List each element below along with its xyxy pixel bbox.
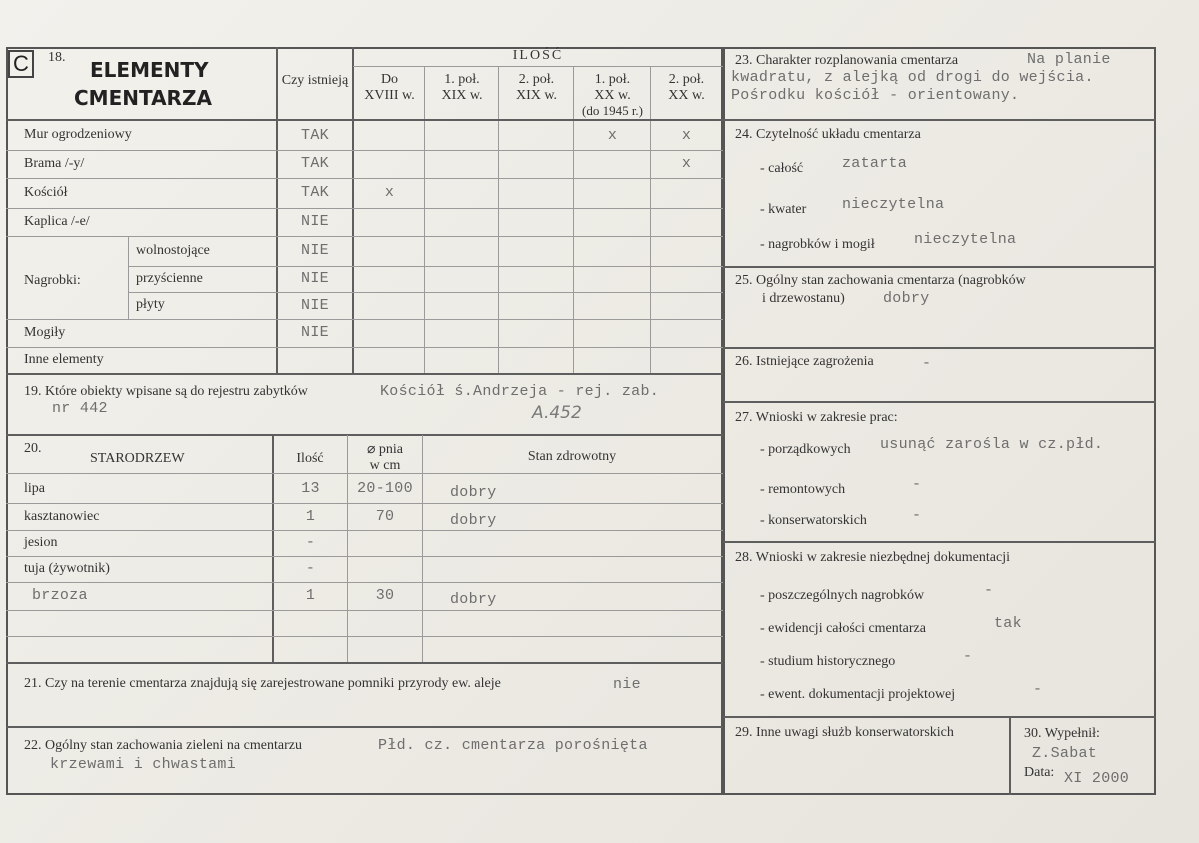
tree-health: dobry [450, 483, 497, 501]
element-row-label: Brama /-y/ [24, 155, 85, 171]
s25-label-1: 25. Ogólny stan zachowania cmentarza (nagrobków [735, 273, 1026, 288]
tree-diameter: 30 [375, 587, 395, 604]
s22-value-2: krzewami i chwastami [50, 756, 237, 773]
tree-qty: 13 [301, 479, 320, 497]
sub-item-label: - studium historycznego [760, 654, 896, 669]
period-header-line1: 1. poł. [444, 72, 480, 87]
period-header-line1: Do [380, 72, 399, 87]
period-header-line1: 2. poł. [668, 72, 705, 87]
element-row-label: wolnostojące [136, 242, 210, 258]
element-exists-value: TAK [301, 155, 329, 172]
s19-label: 19. Które obiekty wpisane są do rejestru zabytków [24, 384, 308, 399]
tree-health: dobry [450, 591, 497, 608]
s23-value-2: kwadratu, z alejką od drogi do wejścia. [731, 69, 1094, 86]
element-exists-value: NIE [301, 270, 329, 287]
s25-label-2: i drzewostanu) [762, 291, 845, 306]
element-qty-mark: x [681, 126, 692, 144]
tree-name: jesion [24, 535, 58, 550]
period-header-line2: XX w. [668, 88, 705, 103]
sub-item-value: zatarta [842, 155, 908, 172]
sub-item-label: - ewent. dokumentacji projektowej [760, 687, 956, 702]
tree-name: lipa [24, 480, 45, 496]
sub-item-label: - ewidencji całości cmentarza [760, 621, 926, 636]
element-exists-value: NIE [301, 296, 329, 314]
element-qty-mark: x [384, 184, 395, 201]
sub-item-value: tak [994, 615, 1022, 632]
s30-label: 30. Wypełnił: [1024, 726, 1100, 741]
tree-qty: - [305, 560, 316, 577]
s20-col-health: Stan zdrowotny [527, 449, 617, 464]
sub-item-value: nieczytelna [842, 196, 945, 213]
s26-value: - [922, 355, 932, 372]
period-header-line1: 1. poł. [594, 72, 631, 87]
tree-name: brzoza [32, 587, 88, 604]
s29-label: 29. Inne uwagi służb konserwatorskich [735, 725, 954, 740]
period-header-line3: (do 1945 r.) [581, 103, 644, 118]
period-header-line2: XIX w. [441, 88, 483, 103]
tree-name: kasztanowiec [24, 508, 100, 524]
s20-number: 20. [24, 441, 42, 456]
tree-name: tuja (żywotnik) [24, 561, 110, 576]
element-qty-mark: x [607, 126, 618, 144]
s27-label: 27. Wnioski w zakresie prac: [735, 410, 898, 425]
s18-title-2: CMENTARZA [74, 86, 212, 110]
s24-label: 24. Czytelność układu cmentarza [735, 127, 921, 142]
sub-item-value: usunąć zarośla w cz.płd. [880, 436, 1104, 453]
s23-value-1: Na planie [1027, 51, 1111, 68]
element-exists-value: NIE [301, 242, 329, 259]
period-header-line2: XIX w. [515, 88, 558, 103]
s19-value-1: Kościół ś.Andrzeja - rej. zab. [380, 383, 660, 400]
element-row-label: płyty [136, 297, 165, 312]
sub-item-label: - remontowych [760, 482, 846, 497]
s30-name: Z.Sabat [1032, 745, 1098, 762]
s30-date-label: Data: [1024, 765, 1055, 780]
tree-health: dobry [450, 511, 497, 529]
element-row-label: Kaplica /-e/ [24, 213, 90, 229]
nagrobki-label: Nagrobki: [24, 273, 81, 288]
tree-qty: 1 [305, 587, 316, 604]
period-header-line2: XVIII w. [364, 88, 415, 103]
s20-title: STARODRZEW [90, 451, 185, 466]
element-row-label: przyścienne [136, 270, 203, 286]
sub-item-value: nieczytelna [914, 231, 1017, 248]
sub-item-value: - [963, 648, 973, 665]
element-row-label: Kościół [24, 184, 68, 200]
s28-label: 28. Wnioski w zakresie niezbędnej dokumentacji [735, 550, 1010, 565]
s23-value-3: Pośrodku kościół - orientowany. [731, 87, 1020, 104]
sub-item-label: - konserwatorskich [760, 513, 867, 528]
col-qty-header: ILOŚĆ [512, 48, 564, 63]
sub-item-label: - porządkowych [760, 442, 851, 457]
col-exists-header: Czy istnieją [281, 73, 349, 88]
s21-label: 21. Czy na terenie cmentarza znajdują się zarejestrowane pomniki przyrody ew. aleje [24, 676, 501, 691]
s18-number: 18. [48, 50, 66, 65]
sub-item-label: - poszczególnych nagrobków [760, 588, 925, 603]
sub-item-label: - nagrobków i mogił [760, 237, 875, 252]
tree-qty: 1 [305, 507, 316, 525]
tree-diameter: 70 [375, 507, 395, 525]
sub-item-value: - [1033, 681, 1043, 698]
period-header-line2: XX w. [594, 88, 631, 103]
element-exists-value: NIE [301, 324, 329, 341]
tree-qty: - [305, 534, 316, 551]
s26-label: 26. Istniejące zagrożenia [735, 354, 874, 369]
s25-value: dobry [883, 290, 930, 307]
sub-item-value: - [984, 582, 994, 599]
s20-col-diam-1: ⌀ pnia [366, 442, 404, 457]
element-exists-value: TAK [301, 184, 329, 201]
element-row-label: Mur ogrodzeniowy [24, 127, 132, 142]
element-row-label: Inne elementy [24, 351, 104, 367]
section-letter: C [8, 50, 34, 78]
period-header-line1: 2. poł. [518, 72, 555, 87]
element-exists-value: NIE [301, 213, 329, 230]
s20-col-qty: Ilość [296, 451, 324, 466]
sub-item-value: - [912, 507, 922, 524]
element-row-label: Mogiły [24, 324, 66, 340]
s22-label: 22. Ogólny stan zachowania zieleni na cmentarzu [24, 738, 302, 753]
sub-item-value: - [912, 476, 922, 493]
tree-diameter: 20-100 [357, 479, 413, 497]
s22-value-1: Płd. cz. cmentarza porośnięta [378, 737, 648, 754]
s19-handwritten: A.452 [532, 403, 582, 423]
s20-col-diam-2: w cm [369, 458, 401, 473]
s21-value: nie [613, 676, 641, 693]
s19-value-2: nr 442 [52, 400, 108, 417]
s23-label: 23. Charakter rozplanowania cmentarza [735, 53, 959, 68]
s18-title-1: ELEMENTY [90, 58, 209, 82]
sub-item-label: - kwater [760, 202, 807, 217]
element-exists-value: TAK [301, 126, 329, 144]
sub-item-label: - całość [760, 161, 804, 176]
element-qty-mark: x [681, 155, 692, 172]
s30-date: XI 2000 [1064, 770, 1130, 787]
